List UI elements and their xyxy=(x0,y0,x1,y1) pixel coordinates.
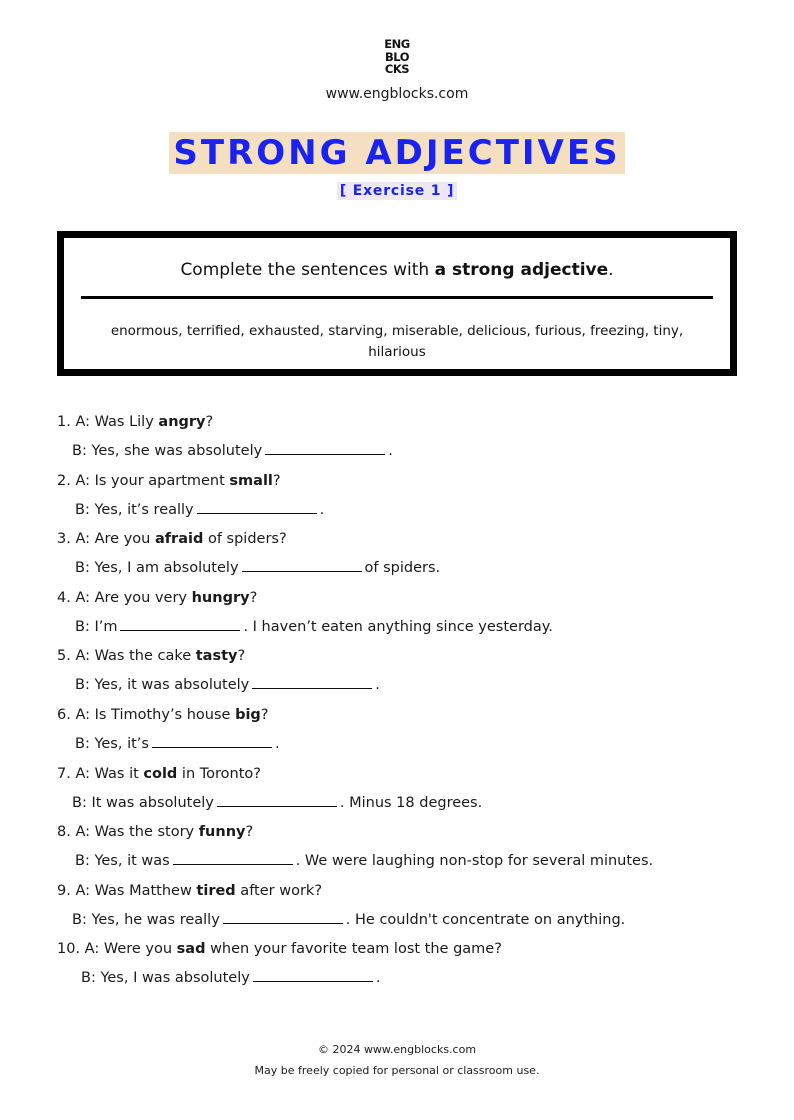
answer-text: B: I’m xyxy=(75,619,118,635)
logo-line: BLO xyxy=(385,49,409,64)
question-item xyxy=(57,471,757,518)
page-title: STRONG ADJECTIVES xyxy=(169,132,624,174)
engblocks-logo xyxy=(379,38,415,76)
target-adjective: tired xyxy=(196,883,236,899)
answer-text-end: of spiders. xyxy=(364,560,441,576)
logo-line: ENG xyxy=(384,37,410,51)
question-text: A: Are you very xyxy=(75,590,192,606)
answer-line-b xyxy=(57,556,757,576)
question-line-a xyxy=(57,939,757,959)
instructions-box xyxy=(57,231,737,376)
question-text-end: of spiders? xyxy=(203,531,287,547)
answer-blank[interactable] xyxy=(223,908,343,924)
question-item xyxy=(57,412,757,459)
question-text-end: after work? xyxy=(235,883,323,899)
question-text-end: ? xyxy=(237,648,246,664)
question-text: A: Is your apartment xyxy=(75,473,230,489)
target-adjective: angry xyxy=(158,414,206,430)
question-line-a xyxy=(57,881,757,901)
divider xyxy=(81,296,713,299)
answer-line-b xyxy=(57,849,757,869)
answer-text-end: . xyxy=(319,502,325,518)
question-line-a xyxy=(57,412,757,432)
question-number: 9. xyxy=(57,883,71,899)
question-text: A: Was Matthew xyxy=(75,883,197,899)
target-adjective: afraid xyxy=(154,531,204,547)
question-item xyxy=(57,705,757,752)
question-number: 4. xyxy=(57,590,71,606)
question-text-end: ? xyxy=(272,473,281,489)
question-number: 3. xyxy=(57,531,71,547)
answer-text: B: Yes, she was absolutely xyxy=(72,443,263,459)
answer-text: B: Yes, he was really xyxy=(72,912,220,928)
question-text: A: Are you xyxy=(75,531,155,547)
answer-text: B: It was absolutely xyxy=(72,795,214,811)
answer-blank[interactable] xyxy=(242,556,362,572)
answer-blank[interactable] xyxy=(252,673,372,689)
exercise-label: [ Exercise 1 ] xyxy=(337,182,457,200)
answer-text: B: Yes, it was absolutely xyxy=(75,677,250,693)
answer-text-end: . xyxy=(375,677,380,693)
question-number: 10. xyxy=(57,941,81,957)
answer-text-end: . I haven’t eaten anything since yesterday. xyxy=(243,619,553,635)
word-bank: enormous, terrified, exhausted, starving, miserable, delicious, furious, freezing, tiny, hilarious xyxy=(110,323,684,360)
answer-blank[interactable] xyxy=(173,849,293,865)
question-text-end: ? xyxy=(249,590,258,606)
answer-text: B: Yes, I am absolutely xyxy=(75,560,239,576)
copyright: © 2024 www.engblocks.com xyxy=(317,1043,477,1056)
answer-line-b xyxy=(57,498,757,518)
answer-text-end: . Minus 18 degrees. xyxy=(339,795,483,811)
question-item xyxy=(57,881,757,928)
question-line-a xyxy=(57,588,757,608)
question-item xyxy=(57,529,757,576)
answer-text-end: . xyxy=(274,736,280,752)
question-text-end: when your favorite team lost the game? xyxy=(205,941,502,957)
answer-text: B: Yes, it was xyxy=(75,853,170,869)
answer-text-end: . He couldn't concentrate on anything. xyxy=(345,912,626,928)
answer-blank[interactable] xyxy=(120,615,240,631)
question-item xyxy=(57,822,757,869)
question-item xyxy=(57,939,757,986)
answer-line-b xyxy=(57,908,757,928)
question-text: A: Was the story xyxy=(75,824,199,840)
target-adjective: cold xyxy=(143,766,178,782)
answer-line-b xyxy=(57,732,757,752)
question-number: 2. xyxy=(57,473,71,489)
target-adjective: small xyxy=(229,473,273,489)
question-item xyxy=(57,764,757,811)
target-adjective: funny xyxy=(198,824,246,840)
question-number: 7. xyxy=(57,766,71,782)
answer-blank[interactable] xyxy=(253,966,373,982)
answer-text: B: Yes, I was absolutely xyxy=(81,970,250,986)
question-text: A: Is Timothy’s house xyxy=(75,707,236,723)
question-text-end: ? xyxy=(245,824,254,840)
question-line-a xyxy=(57,529,757,549)
target-adjective: sad xyxy=(176,941,206,957)
question-number: 1. xyxy=(57,414,71,430)
logo-line: CKS xyxy=(384,62,410,76)
question-text: A: Was Lily xyxy=(75,414,159,430)
answer-text-end: . We were laughing non-stop for several minutes. xyxy=(295,853,654,869)
question-text: A: Was the cake xyxy=(75,648,196,664)
answer-blank[interactable] xyxy=(217,791,337,807)
question-item xyxy=(57,646,757,693)
question-number: 8. xyxy=(57,824,71,840)
answer-line-b xyxy=(57,673,757,693)
target-adjective: hungry xyxy=(191,590,250,606)
instructions-text: Complete the sentences with a strong adjective. xyxy=(180,260,614,280)
answer-text: B: Yes, it’s really xyxy=(75,502,194,518)
question-line-a xyxy=(57,764,757,784)
license-note: May be freely copied for personal or classroom use. xyxy=(254,1064,540,1077)
question-text: A: Were you xyxy=(84,941,177,957)
question-text: A: Was it xyxy=(75,766,144,782)
answer-text-end: . xyxy=(375,970,381,986)
answer-text: B: Yes, it’s xyxy=(75,736,149,752)
answer-line-b xyxy=(57,439,757,459)
answer-line-b xyxy=(57,791,757,811)
answer-text-end: . xyxy=(388,443,393,459)
question-number: 6. xyxy=(57,707,71,723)
question-line-a xyxy=(57,646,757,666)
question-line-a xyxy=(57,705,757,725)
answer-line-b xyxy=(57,966,757,986)
target-adjective: tasty xyxy=(195,648,238,664)
site-url: www.engblocks.com xyxy=(325,86,469,102)
answer-line-b xyxy=(57,615,757,635)
question-line-a xyxy=(57,471,757,491)
answer-blank[interactable] xyxy=(152,732,272,748)
question-item xyxy=(57,588,757,635)
question-line-a xyxy=(57,822,757,842)
answer-blank[interactable] xyxy=(265,439,385,455)
answer-blank[interactable] xyxy=(197,498,317,514)
question-text-end: in Toronto? xyxy=(177,766,261,782)
question-text-end: ? xyxy=(260,707,269,723)
question-number: 5. xyxy=(57,648,71,664)
target-adjective: big xyxy=(235,707,261,723)
question-text-end: ? xyxy=(205,414,214,430)
